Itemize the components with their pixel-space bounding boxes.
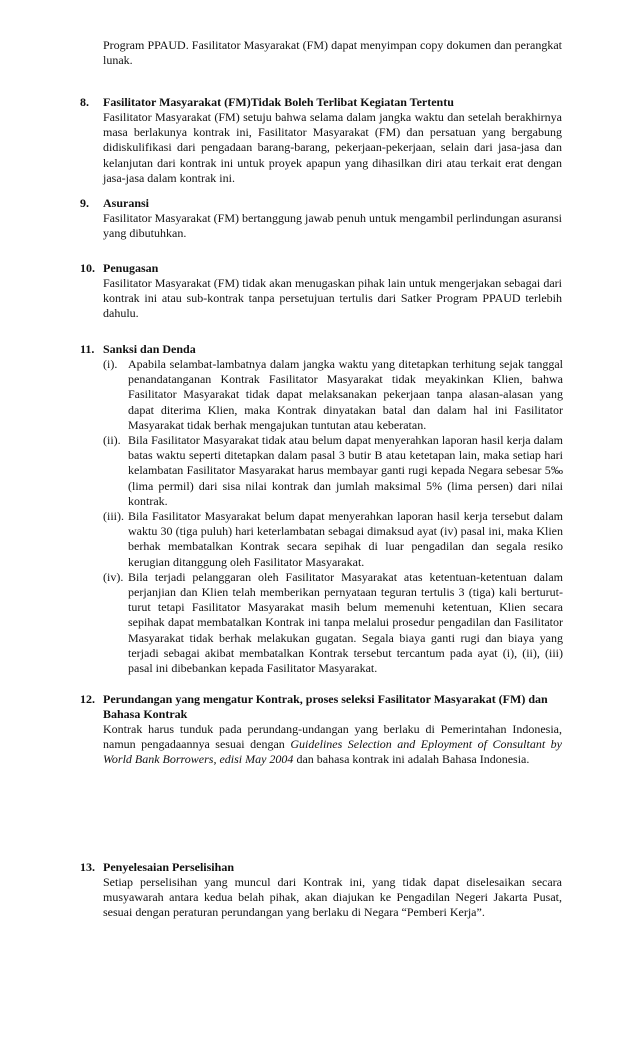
section-10-heading xyxy=(80,261,565,276)
sanksi-item-iv-text: Bila terjadi pelanggaran oleh Fasilitator Masyarakat atas ketentuan-ketentuan dalam perjanjian dan Klien telah memberikan pernyataan teguran tertulis 3 (tiga) kali berturut-turut tetapi Fasilitator Masyarakat masih belum memenuhi ketentuan, Klien secara sepihak dapat membatalkan Kontrak ini tanpa melalui prosedur pengadilan dan Fasilitator Masyarakat tidak berhak melakukan gugatan. Segala biaya ganti rugi dan biaya yang terjadi sebagai akibat membatalkan Kontrak tersebut tercantum pada ayat (i), (ii), (iii) pasal ini dibebankan kepada Fasilitator Masyarakat. xyxy=(128,569,563,676)
section-8-heading xyxy=(80,95,565,110)
sanksi-item-ii xyxy=(103,433,563,509)
section-9-body: Fasilitator Masyarakat (FM) bertanggung jawab penuh untuk mengambil perlindungan asuransi yang dibutuhkan. xyxy=(103,211,562,241)
sanksi-item-iii-marker: (iii). xyxy=(103,509,124,524)
section-12-heading xyxy=(80,692,565,722)
section-11-number: 11. xyxy=(80,342,95,356)
section-12-body-part2: dan bahasa kontrak ini adalah Bahasa Indonesia. xyxy=(293,752,530,767)
sanksi-item-i-text: Apabila selambat-lambatnya dalam jangka waktu yang ditetapkan terhitung sejak tanggal penandatanganan Kontrak Fasilitator Masyarakat tidak meyakinkan Klien, bahwa Fasilitator Masyarakat tidak dapat melaksanakan pekerjaan tanpa alasan-alasan yang dapat diterima Klien, maka Kontrak dinyatakan batal dan dalam hal ini Fasilitator Masyarakat tidak berhak mengajukan tuntutan atau keberatan. xyxy=(128,357,563,432)
section-10-title: Penugasan xyxy=(103,261,159,275)
section-12-title-line2: Bahasa Kontrak xyxy=(103,707,188,722)
section-13-number: 13. xyxy=(80,860,95,874)
section-12-body-part1: Kontrak harus tunduk pada perundang-undangan yang berlaku di Pemerintahan Indonesia, namun pengadaannya sesuai dengan xyxy=(103,722,562,752)
sanksi-item-ii-marker: (ii). xyxy=(103,433,121,448)
sanksi-item-i xyxy=(103,357,563,433)
section-8-body: Fasilitator Masyarakat (FM) setuju bahwa selama dalam jangka waktu dan setelah berakhirnya masa berlakunya kontrak ini, Fasilitator Masyarakat (FM) dan persatuan yang bergabung didiskulifikasi dari pengadaan barang-barang, pekerjaan-pekerjaan, selain dari jasa-jasa dan kelanjutan dari kontrak ini untuk proyek apapun yang dihasilkan diri atau terkait erat dengan jasa-jasa dalam kontrak ini. xyxy=(103,110,562,185)
section-12-body xyxy=(103,722,562,768)
section-8-title: Fasilitator Masyarakat (FM)Tidak Boleh Terlibat Kegiatan Tertentu xyxy=(103,95,454,109)
section-11-heading xyxy=(80,342,565,357)
section-12-body-italic: Guidelines Selection and Eployment of Consultant by World Bank Borrowers, edisi May 2004 xyxy=(103,737,562,767)
section-12-title-line1: Perundangan yang mengatur Kontrak, proses seleksi Fasilitator Masyarakat (FM) dan xyxy=(103,692,548,706)
section-13-heading xyxy=(80,860,565,875)
section-9-number: 9. xyxy=(80,196,89,210)
section-11-title: Sanksi dan Denda xyxy=(103,342,196,356)
sanksi-item-iii xyxy=(103,509,563,570)
section-10-number: 10. xyxy=(80,261,95,275)
section-9-title: Asuransi xyxy=(103,196,150,210)
sanksi-item-i-marker: (i). xyxy=(103,357,118,371)
section-9-heading xyxy=(80,196,565,211)
section-13-body: Setiap perselisihan yang muncul dari Kontrak ini, yang tidak dapat diselesaikan secara musyawarah antara kedua belah pihak, akan diajukan ke Pengadilan Negeri Jakarta Pusat, sesuai dengan peraturan perundangan yang berlaku di Negara “Pemberi Kerja”. xyxy=(103,875,562,920)
sanksi-item-iii-text: Bila Fasilitator Masyarakat belum dapat menyerahkan laporan hasil kerja tersebut dalam waktu 30 (tiga puluh) hari keterlambatan sebagai dimaksud ayat (iv) pasal ini, maka Klien berhak membatalkan Kontrak secara sepihak di luar pengadilan dan segala resiko kerugian ditanggung oleh Fasilitator Masyarakat. xyxy=(128,509,563,569)
sanksi-item-iv xyxy=(103,570,563,676)
section-12-number: 12. xyxy=(80,692,95,706)
sanksi-list xyxy=(103,357,563,676)
section-8-number: 8. xyxy=(80,95,89,109)
sanksi-item-ii-text: Bila Fasilitator Masyarakat tidak atau belum dapat menyerahkan laporan hasil kerja dalam batas waktu seperti ditetapkan dalam pasal 3 butir B atau ketetapan lain, maka setiap hari kelambatan Fasilitator Masyarakat harus membayar ganti rugi kepada Negara sebesar 5‰ (lima permil) dari sisa nilai kontrak dan jumlah maksimal 5% (lima persen) dari nilai kontrak. xyxy=(128,433,563,508)
intro-paragraph: Program PPAUD. Fasilitator Masyarakat (FM) dapat menyimpan copy dokumen dan perangkat lunak. xyxy=(103,38,562,68)
section-10-body: Fasilitator Masyarakat (FM) tidak akan menugaskan pihak lain untuk mengerjakan sebagai dari kontrak ini atau sub-kontrak tanpa persetujuan tertulis dari Satker Program PPAUD terlebih dahulu. xyxy=(103,276,562,321)
sanksi-item-iv-marker: (iv). xyxy=(103,569,124,584)
section-13-title: Penyelesaian Perselisihan xyxy=(103,860,234,874)
